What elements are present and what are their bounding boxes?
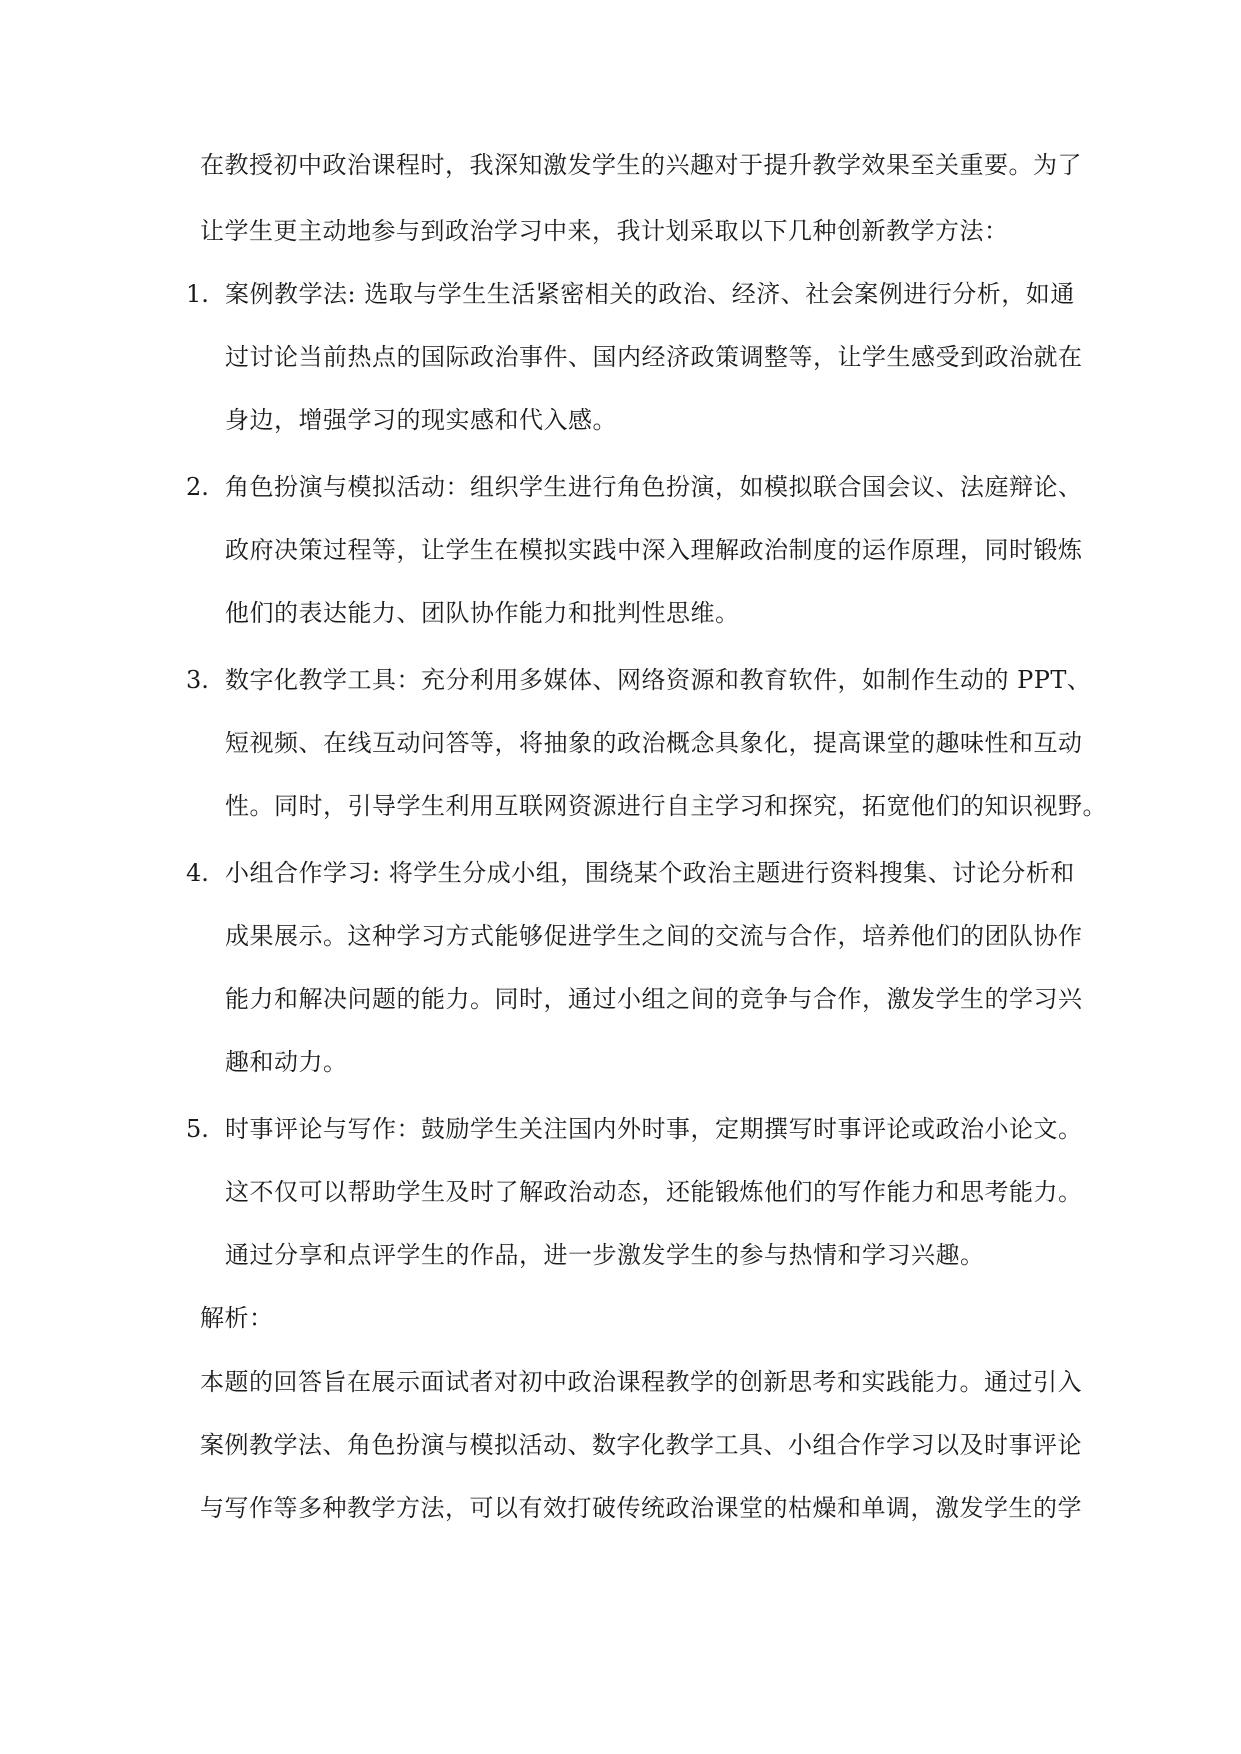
intro-line: 让学生更主动地参与到政治学习中来，我计划采取以下几种创新教学方法： [200,217,1009,245]
list-item-line: 通过分享和点评学生的作品，进一步激发学生的参与热情和学习兴趣。 [225,1241,985,1269]
list-number: 4. [186,859,209,887]
list-item-line: 身边，增强学习的现实感和代入感。 [225,406,617,434]
list-item-line: 时事评论与写作：鼓励学生关注国内外时事，定期撰写时事评论或政治小论文。 [225,1115,1083,1143]
analysis-line: 与写作等多种教学方法，可以有效打破传统政治课堂的枯燥和单调，激发学生的学 [200,1494,1082,1522]
list-number: 3. [186,666,209,694]
list-item-line: 成果展示。这种学习方式能够促进学生之间的交流与合作，培养他们的团队协作 [225,922,1083,950]
list-item-line: 过讨论当前热点的国际政治事件、国内经济政策调整等，让学生感受到政治就在 [225,343,1083,371]
list-item-line: 小组合作学习: 将学生分成小组，围绕某个政治主题进行资料搜集、讨论分析和 [225,859,1075,887]
list-item-line: 角色扮演与模拟活动：组织学生进行角色扮演，如模拟联合国会议、法庭辩论、 [225,473,1083,501]
intro-line: 在教授初中政治课程时，我深知激发学生的兴趣对于提升教学效果至关重要。为了 [200,151,1082,179]
list-item-line: 案例教学法: 选取与学生生活紧密相关的政治、经济、社会案例进行分析，如通 [225,280,1075,308]
list-item-line: 短视频、在线互动问答等，将抽象的政治概念具象化，提高课堂的趣味性和互动 [225,729,1083,757]
list-item-line: 政府决策过程等，让学生在模拟实践中深入理解政治制度的运作原理，同时锻炼 [225,536,1083,564]
analysis-label: 解析： [200,1304,274,1332]
list-item-line: 能力和解决问题的能力。同时，通过小组之间的竞争与合作，激发学生的学习兴 [225,985,1083,1013]
list-item-line: 他们的表达能力、团队协作能力和批判性思维。 [225,599,740,627]
list-item-line: 趣和动力。 [225,1048,348,1076]
list-number: 2. [186,473,209,501]
list-number: 1. [186,280,209,308]
list-number: 5. [186,1115,209,1143]
list-item-line: 数字化教学工具：充分利用多媒体、网络资源和教育软件，如制作生动的 PPT、 [225,666,1092,694]
analysis-line: 本题的回答旨在展示面试者对初中政治课程教学的创新思考和实践能力。通过引入 [200,1368,1082,1396]
analysis-line: 案例教学法、角色扮演与模拟活动、数字化教学工具、小组合作学习以及时事评论 [200,1431,1082,1459]
list-item-line: 性。同时，引导学生利用互联网资源进行自主学习和探究，拓宽他们的知识视野。 [225,792,1107,820]
list-item-line: 这不仅可以帮助学生及时了解政治动态，还能锻炼他们的写作能力和思考能力。 [225,1178,1083,1206]
